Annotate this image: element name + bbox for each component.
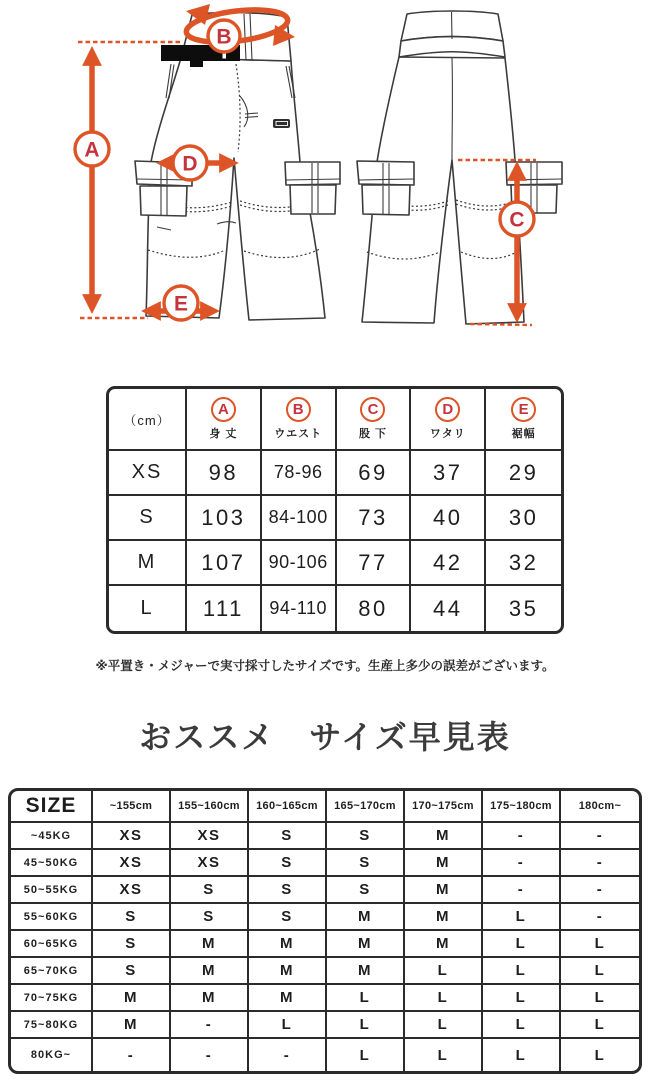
size-label: S <box>109 496 187 541</box>
recommended-size: L <box>249 1012 327 1039</box>
measure-letter: E <box>518 401 529 418</box>
measure-letter: A <box>217 401 229 418</box>
recommended-size: - <box>171 1012 249 1039</box>
measurement-value: 44 <box>411 586 486 631</box>
height-column-header: 175~180cm <box>483 791 561 823</box>
size-label: L <box>109 586 187 631</box>
recommended-size: M <box>171 958 249 985</box>
recommend-row <box>11 985 639 1012</box>
measurement-value: 73 <box>337 496 412 541</box>
measurement-value: 103 <box>187 496 262 541</box>
size-recommend-table <box>8 788 642 1074</box>
measure-badge-d <box>173 146 207 180</box>
measure-letter-a: A <box>84 138 100 162</box>
recommended-size: M <box>171 985 249 1012</box>
measurement-value: 77 <box>337 541 412 586</box>
measure-letter-e: E <box>173 292 189 316</box>
recommend-row <box>11 877 639 904</box>
measurement-value: 35 <box>508 595 539 621</box>
recommended-size: M <box>327 931 405 958</box>
front-pants-drawing <box>135 13 340 320</box>
recommended-size: S <box>171 904 249 931</box>
recommend-row <box>11 931 639 958</box>
recommended-size: M <box>405 850 483 877</box>
recommended-size: L <box>483 931 561 958</box>
measure-letter-badge <box>360 397 385 422</box>
measurement-row <box>109 451 561 496</box>
size-corner-header: SIZE <box>11 791 93 823</box>
measurement-value: 32 <box>486 541 561 586</box>
recommend-row <box>11 1012 639 1039</box>
measurement-value: 29 <box>486 451 561 496</box>
measure-badge-e <box>164 286 198 320</box>
recommended-size: - <box>483 850 561 877</box>
measure-letter-d: D <box>182 152 198 176</box>
recommend-row <box>11 850 639 877</box>
height-column-header: ~155cm <box>93 791 171 823</box>
recommended-size: M <box>93 985 171 1012</box>
recommended-size: L <box>483 1039 561 1071</box>
height-column-header: 180cm~ <box>561 791 639 823</box>
measurement-table-body <box>109 451 561 631</box>
recommended-size: M <box>93 1012 171 1039</box>
recommended-size: M <box>249 958 327 985</box>
recommended-size: S <box>93 904 171 931</box>
recommended-size: XS <box>93 823 171 850</box>
measure-letter: B <box>292 401 304 418</box>
recommend-table-columns <box>11 791 639 823</box>
recommended-size: M <box>327 958 405 985</box>
size-chart-title: おススメ サイズ早見表 <box>139 719 511 755</box>
recommended-size: M <box>405 904 483 931</box>
measure-letter-badge <box>286 397 311 422</box>
recommended-size: - <box>249 1039 327 1071</box>
measurement-value: 42 <box>411 541 486 586</box>
height-column-header: 155~160cm <box>171 791 249 823</box>
recommended-size: S <box>249 877 327 904</box>
measure-letter-badge <box>435 397 460 422</box>
recommended-size: L <box>405 985 483 1012</box>
recommended-size: L <box>483 958 561 985</box>
measurement-value: 84-100 <box>262 496 337 541</box>
recommended-size: - <box>93 1039 171 1071</box>
recommended-size: L <box>327 1039 405 1071</box>
weight-label: ~45KG <box>11 823 93 850</box>
measure-badge-a <box>75 132 109 166</box>
measurement-value: 107 <box>187 541 262 586</box>
size-label: XS <box>109 451 187 496</box>
recommended-size: S <box>327 850 405 877</box>
recommended-size: - <box>561 904 639 931</box>
front-right-cargo-pocket <box>285 162 340 214</box>
measure-letter-b: B <box>216 25 232 49</box>
weight-label: 80KG~ <box>11 1039 93 1071</box>
recommend-row <box>11 1039 639 1071</box>
recommended-size: - <box>171 1039 249 1071</box>
weight-label: 50~55KG <box>11 877 93 904</box>
recommended-size: L <box>561 1012 639 1039</box>
recommended-size: - <box>483 877 561 904</box>
measure-letter: C <box>367 401 379 418</box>
recommended-size: L <box>594 1046 606 1064</box>
recommended-size: S <box>93 958 171 985</box>
recommended-size: M <box>405 823 483 850</box>
measurement-table <box>106 386 564 634</box>
recommended-size: - <box>561 877 639 904</box>
unit-header: （cm） <box>109 389 187 451</box>
recommended-size: S <box>327 877 405 904</box>
measurement-table-columns <box>109 389 561 451</box>
measurement-column-header <box>411 389 486 451</box>
recommended-size: S <box>327 823 405 850</box>
measurement-row <box>109 496 561 541</box>
measure-letter: D <box>442 401 454 418</box>
weight-label: 65~70KG <box>11 958 93 985</box>
recommended-size: L <box>483 1012 561 1039</box>
measure-letter-c: C <box>509 208 525 232</box>
weight-label: 45~50KG <box>11 850 93 877</box>
recommended-size: L <box>561 931 639 958</box>
recommended-size: - <box>561 823 639 850</box>
size-label: M <box>109 541 187 586</box>
measurement-value: 40 <box>411 496 486 541</box>
guide-line-back-hem <box>470 324 532 325</box>
recommended-size: XS <box>171 823 249 850</box>
recommended-size: L <box>483 904 561 931</box>
recommended-size: S <box>249 904 327 931</box>
recommended-size: L <box>405 1012 483 1039</box>
recommended-size: M <box>249 985 327 1012</box>
weight-label: 60~65KG <box>11 931 93 958</box>
recommend-table-body <box>11 823 639 1071</box>
recommended-size: M <box>171 931 249 958</box>
measurement-row <box>109 586 561 631</box>
recommended-size: L <box>327 1012 405 1039</box>
measure-letter-badge <box>211 397 236 422</box>
measurement-value: 69 <box>337 451 412 496</box>
measurement-value: 78-96 <box>262 451 337 496</box>
measure-column-label: ウエスト <box>274 428 323 440</box>
recommended-size: XS <box>171 850 249 877</box>
measure-column-label: ワタリ <box>429 428 466 440</box>
measure-letter-badge <box>511 397 536 422</box>
recommend-row <box>11 823 639 850</box>
measure-badge-c <box>500 202 534 236</box>
recommended-size: S <box>93 931 171 958</box>
measurement-value: 90-106 <box>262 541 337 586</box>
weight-label: 70~75KG <box>11 985 93 1012</box>
measurement-column-header <box>187 389 262 451</box>
recommended-size: XS <box>93 877 171 904</box>
measure-column-label: 身 丈 <box>209 428 238 440</box>
recommended-size: - <box>561 850 639 877</box>
recommended-size: L <box>483 985 561 1012</box>
recommended-size: S <box>171 877 249 904</box>
weight-label: 75~80KG <box>11 1012 93 1039</box>
recommended-size: M <box>405 931 483 958</box>
recommended-size: M <box>327 904 405 931</box>
measurement-value: 111 <box>187 586 262 631</box>
measurement-column-header <box>337 389 412 451</box>
measurement-row <box>109 541 561 586</box>
height-column-header: 165~170cm <box>327 791 405 823</box>
recommended-size: M <box>249 931 327 958</box>
recommended-size: XS <box>93 850 171 877</box>
recommended-size: S <box>249 850 327 877</box>
measure-badge-b <box>208 20 240 52</box>
weight-label: 55~60KG <box>11 904 93 931</box>
measure-column-label: 裾幅 <box>511 428 536 440</box>
height-column-header: 170~175cm <box>405 791 483 823</box>
recommended-size: M <box>405 877 483 904</box>
recommend-row <box>11 958 639 985</box>
measurement-value: 37 <box>411 451 486 496</box>
measure-column-label: 股 下 <box>358 428 388 440</box>
measurement-note: ※平置き・メジャーで実寸採寸したサイズです。生産上多少の誤差がございます。 <box>95 659 555 673</box>
recommended-size: L <box>327 985 405 1012</box>
measurement-value: 94-110 <box>262 586 337 631</box>
measurement-value: 30 <box>486 496 561 541</box>
height-column-header: 160~165cm <box>249 791 327 823</box>
measurement-column-header <box>486 389 561 451</box>
recommended-size: L <box>561 958 639 985</box>
pants-measurement-diagram <box>0 0 650 378</box>
measurement-value: 80 <box>337 586 412 631</box>
back-pants-drawing <box>357 11 562 324</box>
recommend-row <box>11 904 639 931</box>
recommended-size: - <box>483 823 561 850</box>
measurement-value: 98 <box>187 451 262 496</box>
back-left-cargo-pocket <box>357 161 414 215</box>
recommended-size: L <box>405 1039 483 1071</box>
recommended-size: S <box>249 823 327 850</box>
measurement-column-header <box>262 389 337 451</box>
recommended-size: L <box>561 985 639 1012</box>
recommended-size: L <box>405 958 483 985</box>
